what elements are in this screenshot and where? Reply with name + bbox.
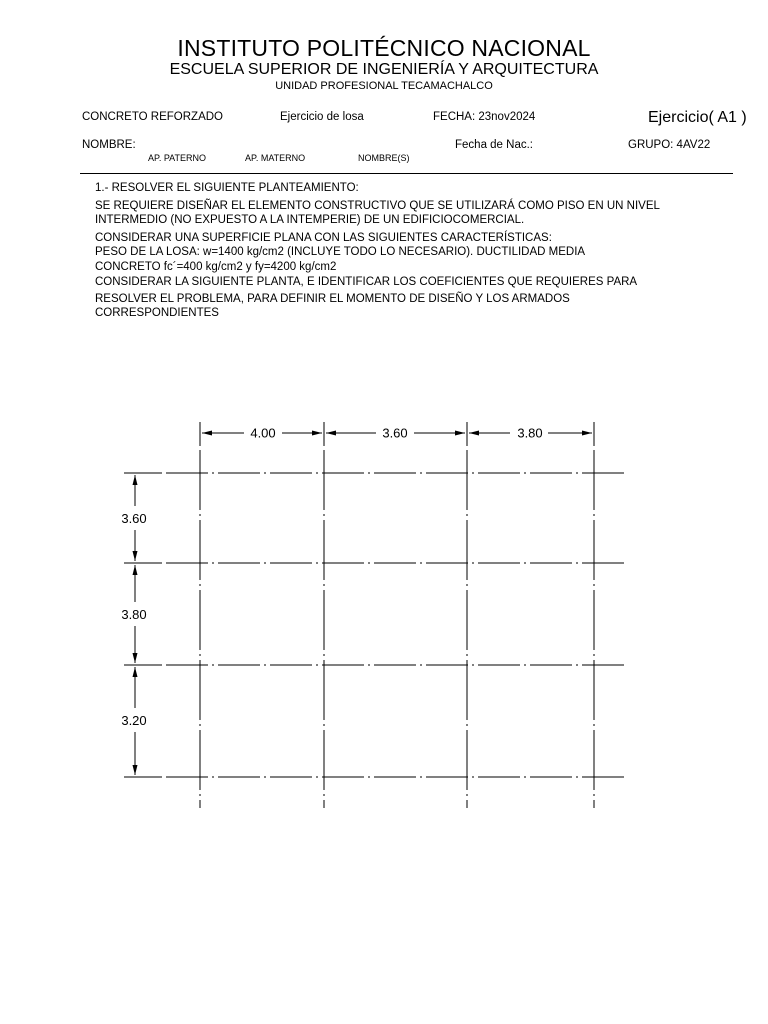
exercise-id: Ejercicio( A1 )	[648, 109, 747, 126]
dimension-arrow	[469, 431, 479, 436]
dimension-arrow	[133, 667, 138, 677]
statement-line: CONSIDERAR UNA SUPERFICIE PLANA CON LAS SIGUIENTES CARACTERÍSTICAS:	[95, 232, 552, 244]
institution-title: INSTITUTO POLITÉCNICO NACIONAL	[177, 35, 591, 61]
statement-line: PESO DE LA LOSA: w=1400 kg/cm2 (INCLUYE TODO LO NECESARIO). DUCTILIDAD MEDIA	[95, 246, 586, 258]
statement-line: CORRESPONDIENTES	[95, 307, 219, 319]
statement-line: CONCRETO fc´=400 kg/cm2 y fy=4200 kg/cm2	[95, 261, 337, 273]
dimension-arrow	[582, 431, 592, 436]
course-name: CONCRETO REFORZADO	[82, 111, 223, 123]
exercise-type: Ejercicio de losa	[280, 111, 364, 123]
statement-line: RESOLVER EL PROBLEMA, PARA DEFINIR EL MOMENTO DE DISEÑO Y LOS ARMADOS	[95, 293, 570, 305]
date-field: FECHA: 23nov2024	[433, 111, 536, 123]
name-label: NOMBRE:	[82, 139, 136, 151]
span-label-x: 3.80	[517, 425, 543, 441]
dimension-arrow	[133, 565, 138, 575]
dimension-arrow	[133, 551, 138, 561]
sub-label-nombre: NOMBRE(S)	[358, 153, 410, 163]
statement-line: 1.- RESOLVER EL SIGUIENTE PLANTEAMIENTO:	[95, 182, 359, 194]
birth-date-label: Fecha de Nac.:	[455, 139, 533, 151]
span-label-x: 3.60	[382, 425, 408, 441]
dimension-arrow	[133, 653, 138, 663]
statement-line: INTERMEDIO (NO EXPUESTO A LA INTEMPERIE) DE UN EDIFICIOCOMERCIAL.	[95, 214, 525, 226]
sub-label-paterno: AP. PATERNO	[148, 153, 207, 163]
unit-name: UNIDAD PROFESIONAL TECAMACHALCO	[275, 80, 493, 92]
statement-line: SE REQUIERE DISEÑAR EL ELEMENTO CONSTRUCTIVO QUE SE UTILIZARÁ COMO PISO EN UN NIVEL	[95, 200, 660, 212]
span-label-y: 3.80	[121, 607, 147, 622]
dimension-arrow	[202, 431, 212, 436]
dimension-arrow	[455, 431, 465, 436]
span-label-x: 4.00	[250, 425, 276, 441]
dimension-arrow	[326, 431, 336, 436]
school-subtitle: ESCUELA SUPERIOR DE INGENIERÍA Y ARQUITECTURA	[169, 61, 599, 78]
span-label-y: 3.60	[121, 511, 147, 526]
dimension-arrow	[312, 431, 322, 436]
group-label: GRUPO: 4AV22	[628, 139, 711, 151]
dimension-arrow	[133, 475, 138, 485]
sub-label-materno: AP. MATERNO	[245, 153, 306, 163]
span-label-y: 3.20	[121, 713, 147, 728]
dimension-arrow	[133, 765, 138, 775]
statement-line: CONSIDERAR LA SIGUIENTE PLANTA, E IDENTIFICAR LOS COEFICIENTES QUE REQUIERES PARA	[95, 276, 638, 288]
